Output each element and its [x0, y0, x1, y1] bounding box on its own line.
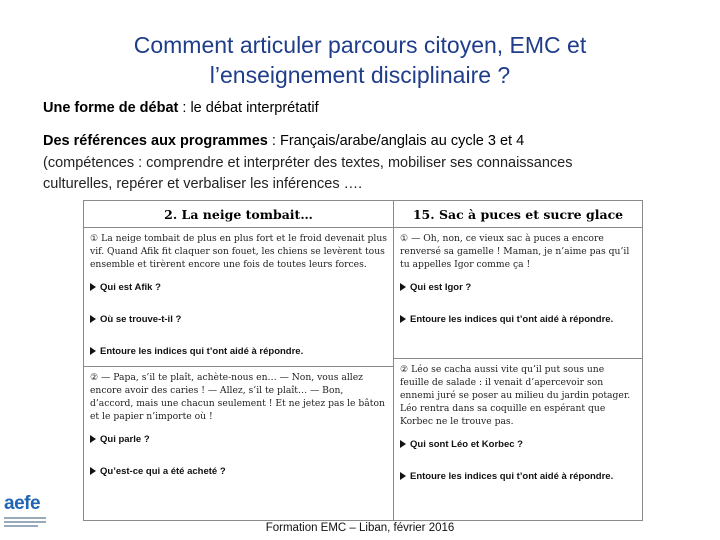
question: Qui est Afik ?: [90, 281, 387, 294]
card-paragraph: ① — Oh, non, ce vieux sac à puces a encore renversé sa gamelle ! Maman, je n’aime pas qu’il tu appelles Igor comme ça !: [400, 233, 630, 270]
arrow-icon: [400, 315, 406, 323]
question: Qui est Igor ?: [400, 281, 636, 294]
exercise-card-sac-a-puces: [393, 200, 643, 521]
references-line-3: culturelles, repérer et verbaliser les inférences ….: [43, 176, 363, 192]
card-paragraph: ② Léo se cacha aussi vite qu’il put sous une feuille de salade : il venait d’apercevoir son ennemi juré se poser au milieu du jardin potager. Léo rentra dans sa coquille en espérant que Korbec ne le trouve pas.: [400, 364, 631, 427]
slide-title-line-1: Comment articuler parcours citoyen, EMC et: [133, 32, 587, 58]
references-line: [43, 133, 524, 149]
question: Où se trouve-t-il ?: [90, 313, 387, 326]
question: Qui parle ?: [90, 433, 387, 446]
references-label: Des références aux programmes: [43, 133, 268, 149]
footer-text: Formation EMC – Liban, février 2016: [265, 522, 455, 534]
question: Entoure les indices qui t’ont aidé à répondre.: [90, 345, 387, 358]
debate-label: Une forme de débat: [43, 100, 179, 116]
question: Qu’est-ce qui a été acheté ?: [90, 465, 387, 478]
arrow-icon: [90, 283, 96, 291]
card-paragraph: ② — Papa, s’il te plaît, achète-nous en… — Non, vous allez encore avoir des caries ! — Allez, s’il te plaît… — Bon, d’accord, mais une chacun seulement ! Et ne jetez pas le bâton et le papier n’importe où !: [90, 372, 385, 422]
exercise-card-neige: [83, 200, 394, 521]
card-title: 2. La neige tombait…: [84, 201, 393, 228]
arrow-icon: [400, 283, 406, 291]
arrow-icon: [90, 347, 96, 355]
debate-line: [43, 100, 319, 116]
slide-title: [30, 30, 690, 90]
references-line-2: (compétences : comprendre et interpréter des textes, mobiliser ses connaissances: [43, 155, 573, 171]
card-paragraph: ① La neige tombait de plus en plus fort et le froid devenait plus vif. Quand Afik fit claquer son fouet, les chiens se levèrent tous ensemble et tirèrent encore une fois de toutes leurs forces.: [90, 233, 387, 270]
aefe-logo-text: aefe: [4, 493, 41, 514]
arrow-icon: [90, 315, 96, 323]
arrow-icon: [90, 467, 96, 475]
question: Qui sont Léo et Korbec ?: [400, 438, 636, 451]
card-title: 15. Sac à puces et sucre glace: [394, 201, 642, 228]
question: Entoure les indices qui t’ont aidé à répondre.: [400, 470, 636, 483]
card-section-1: [84, 228, 393, 366]
card-section-2: [394, 358, 642, 506]
card-section-1: [394, 228, 642, 358]
arrow-icon: [90, 435, 96, 443]
references-text: : Français/arabe/anglais au cycle 3 et 4: [267, 133, 525, 149]
debate-text: : le débat interprétatif: [178, 100, 319, 116]
slide-title-line-2: l’enseignement disciplinaire ?: [209, 62, 511, 88]
arrow-icon: [400, 472, 406, 480]
question: Entoure les indices qui t’ont aidé à répondre.: [400, 313, 636, 326]
card-section-2: [84, 366, 393, 501]
arrow-icon: [400, 440, 406, 448]
